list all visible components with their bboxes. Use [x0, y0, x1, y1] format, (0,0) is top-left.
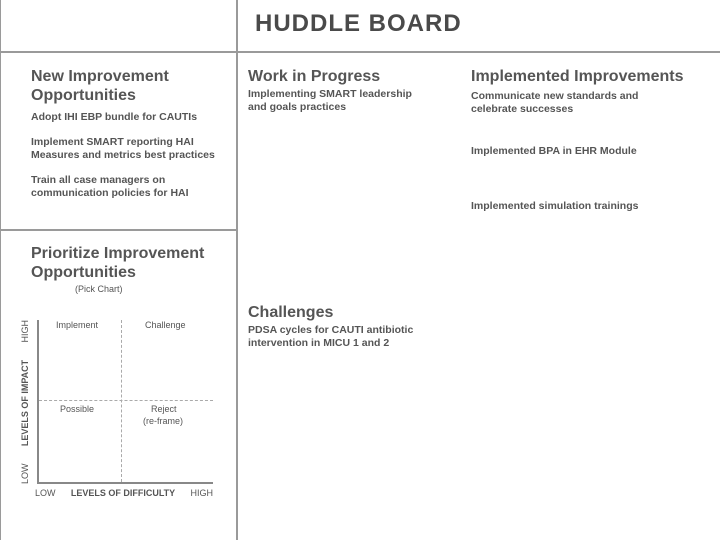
implemented-item: Communicate new standards and celebrate successes — [471, 90, 639, 115]
quadrant-divider-h — [39, 400, 213, 401]
quadrant-reject-sub: (re-frame) — [143, 416, 183, 426]
x-axis-high: HIGH — [190, 488, 213, 498]
x-axis-label: LEVELS OF DIFFICULTY — [70, 488, 176, 498]
new-opp-item: Train all case managers on communication policies for HAI — [31, 174, 189, 199]
new-opps-heading: New Improvement Opportunities — [31, 68, 169, 104]
y-axis-label: LEVELS OF IMPACT — [20, 359, 30, 447]
wip-heading: Work in Progress — [248, 68, 381, 85]
quadrant-divider-v — [121, 320, 122, 482]
y-axis-high: HIGH — [20, 320, 30, 343]
implemented-panel — [471, 67, 711, 213]
new-opps-panel — [31, 67, 231, 200]
divider-vertical — [236, 0, 238, 540]
y-axis — [37, 320, 39, 484]
new-opp-item: Implement SMART reporting HAI Measures and metrics best practices — [31, 136, 215, 161]
divider-header — [0, 51, 720, 53]
new-opp-item: Adopt IHI EBP bundle for CAUTIs — [31, 111, 198, 123]
wip-panel — [248, 67, 458, 114]
implemented-item: Implemented BPA in EHR Module — [471, 145, 637, 157]
implemented-item: Implemented simulation trainings — [471, 200, 639, 212]
pick-chart-label: (Pick Chart) — [75, 284, 123, 294]
prioritize-panel — [31, 244, 231, 295]
challenge-item: PDSA cycles for CAUTI antibiotic intervention in MICU 1 and 2 — [248, 324, 414, 349]
x-axis-low: LOW — [35, 488, 56, 498]
divider-left — [0, 229, 237, 231]
implemented-heading: Implemented Improvements — [471, 68, 684, 85]
x-axis-labels — [35, 488, 213, 499]
y-axis-labels — [20, 320, 31, 484]
quadrant-challenge: Challenge — [145, 320, 186, 330]
quadrant-implement: Implement — [56, 320, 99, 330]
outer-border-left — [0, 0, 1, 540]
x-axis — [37, 482, 213, 484]
quadrant-reject: Reject — [151, 404, 177, 414]
quadrant-possible: Possible — [60, 404, 95, 414]
wip-item: Implementing SMART leadership and goals practices — [248, 88, 412, 113]
challenges-panel — [248, 303, 458, 350]
page-title: HUDDLE BOARD — [255, 10, 462, 37]
prioritize-heading: Prioritize Improvement Opportunities — [31, 245, 205, 281]
y-axis-low: LOW — [20, 463, 30, 484]
challenges-heading: Challenges — [248, 304, 334, 321]
